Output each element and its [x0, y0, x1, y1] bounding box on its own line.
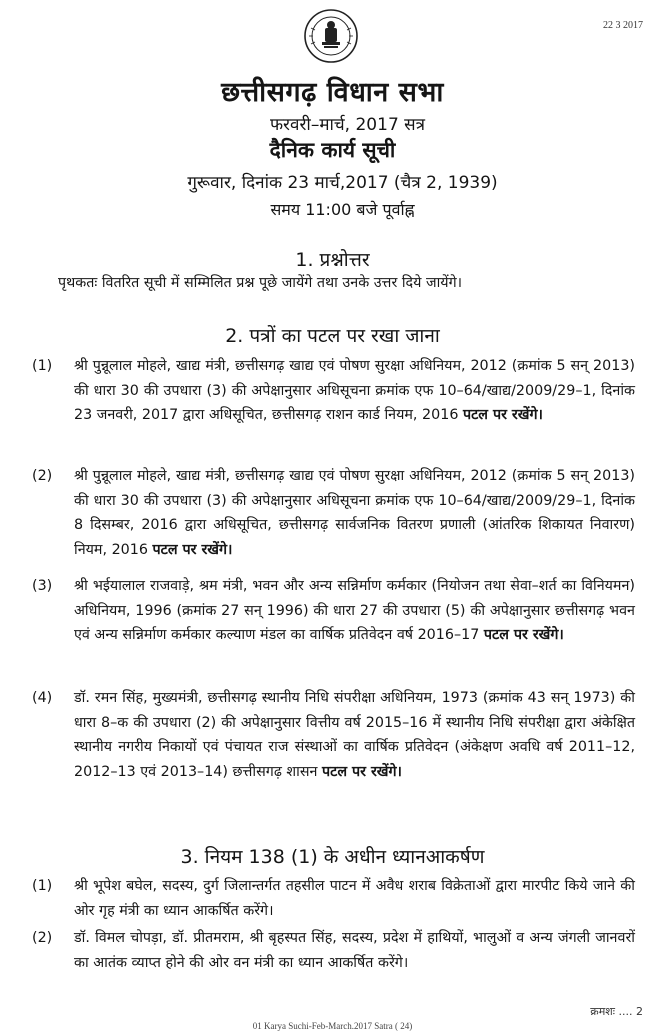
item-action: पटल पर रखेंगे। [483, 627, 564, 644]
continued-marker: क्रमशः .... 2 [590, 1005, 643, 1018]
item-text: डॉ. विमल चोपड़ा, डॉ. प्रीतमराम, श्री बृहस्पत सिंह, सदस्य, प्रदेश में हाथियों, भालुओं व अन्य जंगली जानवरों का आतंक व्याप्त होने की ओर वन मंत्री का ध्यान आकर्षित करेंगे। [74, 930, 635, 971]
section-3-item-2 [32, 926, 635, 975]
file-footer: 01 Karya Suchi-Feb-March.2017 Satra ( 24) [252, 1021, 413, 1031]
item-number: (4) [32, 690, 53, 706]
section-2-item-2 [32, 464, 635, 562]
item-number: (2) [32, 468, 53, 484]
assembly-title: छत्तीसगढ़ विधान सभा [221, 77, 444, 108]
item-text: श्री भईयालाल राजवाड़े, श्रम मंत्री, भवन और अन्य सन्निर्माण कर्मकार (नियोजन तथा सेवा–शर्त का विनियमन) अधिनियम, 1996 (क्रमांक 27 सन् 1996) की धारा 27 की उपधारा (5) की अपेक्षानुसार छत्तीसगढ़ भवन एवं अन्य सन्निर्माण कर्मकार कल्याण मंडल का वार्षिक प्रतिवेदन वर्ष 2016–17 [74, 578, 635, 644]
section-1-heading: 1. प्रश्नोत्तर [295, 249, 370, 271]
section-2-item-1 [32, 354, 635, 428]
item-text: श्री पुन्नूलाल मोहले, खाद्य मंत्री, छत्तीसगढ़ खाद्य एवं पोषण सुरक्षा अधिनियम, 2012 (क्रमांक 5 सन् 2013) की धारा 30 की उपधारा (3) की अपेक्षानुसार अधिसूचना क्रमांक एफ 10–64/खाद्य/2009/29–1, दिनांक 8 दिसम्बर, 2016 द्वारा अधिसूचित, छत्तीसगढ़ सार्वजनिक वितरण प्रणाली (आंतरिक शिकायत निवारण) नियम, 2016 [74, 468, 635, 558]
item-text: श्री भूपेश बघेल, सदस्य, दुर्ग जिलान्तर्गत तहसील पाटन में अवैध शराब विक्रेताओं द्वारा मारपीट किये जाने की ओर गृह मंत्री का ध्यान आकर्षित करेंगे। [74, 878, 635, 919]
item-number: (1) [32, 878, 53, 894]
assembly-emblem-icon [303, 8, 359, 64]
session-line: फरवरी–मार्च, 2017 सत्र [269, 115, 426, 135]
section-2-item-3 [32, 574, 635, 648]
time-line: समय 11:00 बजे पूर्वाह्न [270, 200, 415, 219]
item-number: (1) [32, 358, 53, 374]
agenda-title: दैनिक कार्य सूची [269, 138, 396, 162]
item-number: (2) [32, 930, 53, 946]
section-2-heading: 2. पत्रों का पटल पर रखा जाना [225, 325, 440, 347]
item-action: पटल पर रखेंगे। [462, 407, 543, 424]
item-action: पटल पर रखेंगे। [152, 541, 233, 558]
item-number: (3) [32, 578, 53, 594]
date-stamp: 22 3 2017 [603, 20, 643, 31]
item-text: श्री पुन्नूलाल मोहले, खाद्य मंत्री, छत्तीसगढ़ खाद्य एवं पोषण सुरक्षा अधिनियम, 2012 (क्रमांक 5 सन् 2013) की धारा 30 की उपधारा (3) की अपेक्षानुसार अधिसूचना क्रमांक एफ 10–64/खाद्य/2009/29–1, दिनांक 23 जनवरी, 2017 द्वारा अधिसूचित, छत्तीसगढ़ राशन कार्ड नियम, 2016 [74, 358, 635, 424]
item-action: पटल पर रखेंगे। [322, 763, 402, 780]
section-3-item-1 [32, 874, 635, 923]
section-2-item-4 [32, 686, 635, 784]
day-date-line: गुरूवार, दिनांक 23 मार्च,2017 (चैत्र 2, 1939) [187, 173, 498, 193]
section-1-text: पृथकतः वितरित सूची में सम्मिलित प्रश्न पूछे जायेंगे तथा उनके उत्तर दिये जायेंगे। [58, 275, 463, 291]
section-3-heading: 3. नियम 138 (1) के अधीन ध्यानआकर्षण [180, 846, 485, 868]
item-text: डॉ. रमन सिंह, मुख्यमंत्री, छत्तीसगढ़ स्थानीय निधि संपरीक्षा अधिनियम, 1973 (क्रमांक 43 सन् 1973) की धारा 8–क की उपधारा (2) की अपेक्षानुसार वित्तीय वर्ष 2015–16 में स्थानीय निधि संपरीक्षा द्वारा अंकेक्षित स्थानीय नगरीय निकायों एवं पंचायत राज संस्थाओं का वार्षिक प्रतिवेदन (अंकेक्षण अवधि वर्ष 2011–12, 2012–13 एवं 2013–14) छत्तीसगढ़ शासन [74, 690, 635, 780]
